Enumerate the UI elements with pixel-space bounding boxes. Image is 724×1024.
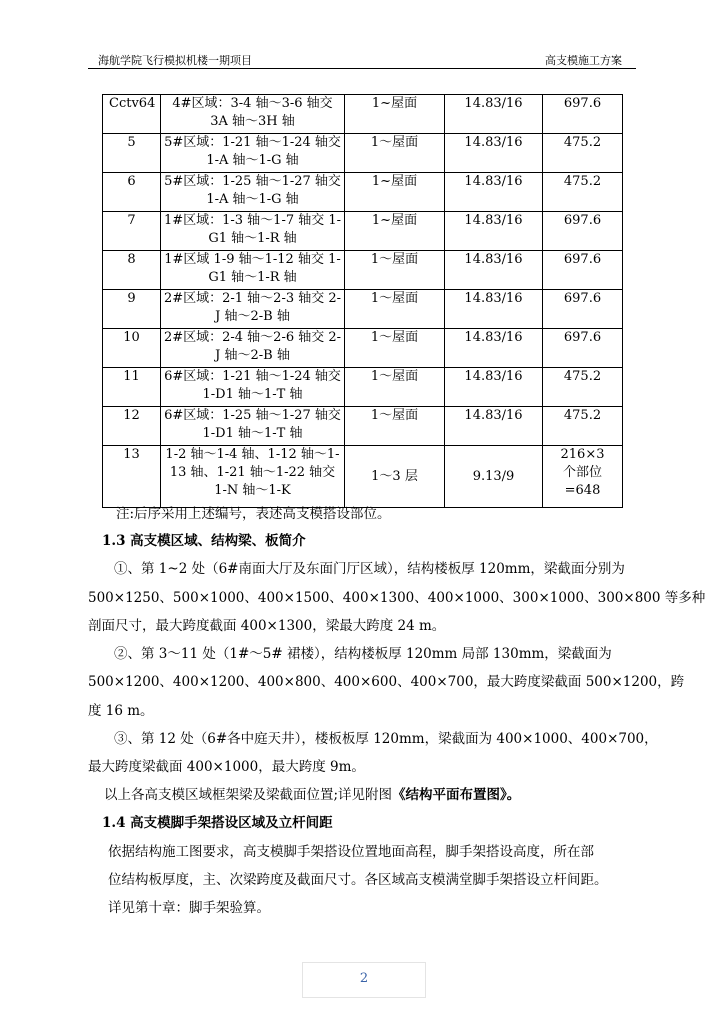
table-row [103, 134, 623, 173]
row-area: 1-2 轴～1-4 轴、1-12 轴～1-13 轴、1-21 轴～1-22 轴交 1-N 轴～1-K [161, 446, 345, 508]
row-value: 697.6 [543, 251, 623, 290]
table-row [103, 329, 623, 368]
row-number: 5 [103, 134, 161, 173]
table-row [103, 95, 623, 134]
row-floor: 1~屋面 [345, 173, 445, 212]
table-row [103, 446, 623, 508]
table-note: 注:后序采用上述编号，表述高支模搭设部位。 [116, 506, 391, 522]
row-number: 9 [103, 290, 161, 329]
table-row [103, 368, 623, 407]
row-height: 14.83/16 [445, 329, 543, 368]
row-value: 697.6 [543, 329, 623, 368]
paragraph-line: ③、第 12 处（6#各中庭天井），楼板板厚 120mm，梁截面为 400×1000、400×700， [114, 731, 658, 747]
row-value: 697.6 [543, 290, 623, 329]
row-value: 475.2 [543, 368, 623, 407]
row-area: 4#区域：3-4 轴～3-6 轴交 3A 轴～3H 轴 [161, 95, 345, 134]
row-value: 475.2 [543, 407, 623, 446]
row-number: 11 [103, 368, 161, 407]
row-value: 216×3 个部位=648 [543, 446, 623, 508]
paragraph-line: 500×1200、400×1200、400×800、400×600、400×700，最大跨度梁截面 500×1200，跨 [88, 674, 685, 690]
row-number: 12 [103, 407, 161, 446]
row-number: 13 [103, 446, 161, 508]
row-height: 14.83/16 [445, 290, 543, 329]
table-row [103, 173, 623, 212]
row-floor: 1~屋面 [345, 95, 445, 134]
row-height: 14.83/16 [445, 212, 543, 251]
row-value: 475.2 [543, 173, 623, 212]
row-height: 9.13/9 [445, 446, 543, 508]
header-project-title: 海航学院飞行模拟机楼一期项目 [98, 54, 252, 67]
table-row [103, 212, 623, 251]
row-height: 14.83/16 [445, 134, 543, 173]
table-row [103, 251, 623, 290]
paragraph-line: 剖面尺寸，最大跨度截面 400×1300，梁最大跨度 24 m。 [88, 618, 446, 634]
row-area: 1#区域：1-3 轴～1-7 轴交 1-G1 轴～1-R 轴 [161, 212, 345, 251]
row-number: 10 [103, 329, 161, 368]
paragraph-line: 详见第十章：脚手架验算。 [108, 900, 270, 916]
row-height: 14.83/16 [445, 368, 543, 407]
section-1-4-heading: 1.4 高支模脚手架搭设区域及立杆间距 [102, 815, 333, 831]
drawing-reference: 《结构平面布置图》。 [392, 787, 521, 803]
row-floor: 1～屋面 [345, 290, 445, 329]
row-number: 7 [103, 212, 161, 251]
row-height: 14.83/16 [445, 251, 543, 290]
table-row [103, 407, 623, 446]
page-header [88, 50, 636, 69]
row-floor: 1～屋面 [345, 407, 445, 446]
row-height: 14.83/16 [445, 407, 543, 446]
row-number: 6 [103, 173, 161, 212]
row-floor: 1～3 层 [345, 446, 445, 508]
row-area: 2#区域：2-4 轴～2-6 轴交 2-J 轴～2-B 轴 [161, 329, 345, 368]
formwork-area-table [102, 94, 623, 508]
paragraph-line: 度 16 m。 [88, 703, 154, 719]
row-floor: 1～屋面 [345, 329, 445, 368]
row-value: 697.6 [543, 95, 623, 134]
row-floor: 1～屋面 [345, 368, 445, 407]
row-value: 697.6 [543, 212, 623, 251]
paragraph-line: 最大跨度梁截面 400×1000，最大跨度 9m。 [88, 759, 365, 775]
row-area: 1#区域 1-9 轴～1-12 轴交 1-G1 轴～1-R 轴 [161, 251, 345, 290]
row-floor: 1～屋面 [345, 134, 445, 173]
row-height: 14.83/16 [445, 95, 543, 134]
table-row [103, 290, 623, 329]
row-number: 8 [103, 251, 161, 290]
row-area: 5#区域：1-25 轴～1-27 轴交 1-A 轴～1-G 轴 [161, 173, 345, 212]
row-number: Cctv64 [103, 95, 161, 134]
row-area: 5#区域：1-21 轴～1-24 轴交 1-A 轴～1-G 轴 [161, 134, 345, 173]
page-number: 2 [302, 962, 426, 998]
row-height: 14.83/16 [445, 173, 543, 212]
row-floor: 1~屋面 [345, 212, 445, 251]
paragraph-line: 位结构板厚度，主、次梁跨度及截面尺寸。各区域高支模满堂脚手架搭设立杆间距。 [108, 872, 608, 888]
row-area: 6#区域：1-25 轴～1-27 轴交 1-D1 轴～1-T 轴 [161, 407, 345, 446]
paragraph-line: 依据结构施工图要求，高支模脚手架搭设位置地面高程，脚手架搭设高度，所在部 [108, 844, 594, 860]
paragraph-line: 500×1250、500×1000、400×1500、400×1300、400×1000、300×1000、300×800 等多种 [88, 590, 706, 606]
row-value: 475.2 [543, 134, 623, 173]
paragraph-line [104, 786, 520, 804]
paragraph-line: ①、第 1~2 处（6#南面大厅及东面门厅区域），结构楼板厚 120mm，梁截面分别为 [114, 561, 625, 577]
row-area: 6#区域：1-21 轴～1-24 轴交 1-D1 轴～1-T 轴 [161, 368, 345, 407]
row-floor: 1～屋面 [345, 251, 445, 290]
paragraph-line: ②、第 3～11 处（1#～5# 裙楼），结构楼板厚 120mm 局部 130mm，梁截面为 [114, 646, 612, 662]
header-document-title: 高支模施工方案 [545, 54, 622, 67]
section-1-3-heading: 1.3 高支模区域、结构梁、板简介 [102, 533, 306, 549]
row-area: 2#区域：2-1 轴～2-3 轴交 2-J 轴～2-B 轴 [161, 290, 345, 329]
paragraph-text: 以上各高支模区域框架梁及梁截面位置;详见附图 [104, 787, 393, 803]
